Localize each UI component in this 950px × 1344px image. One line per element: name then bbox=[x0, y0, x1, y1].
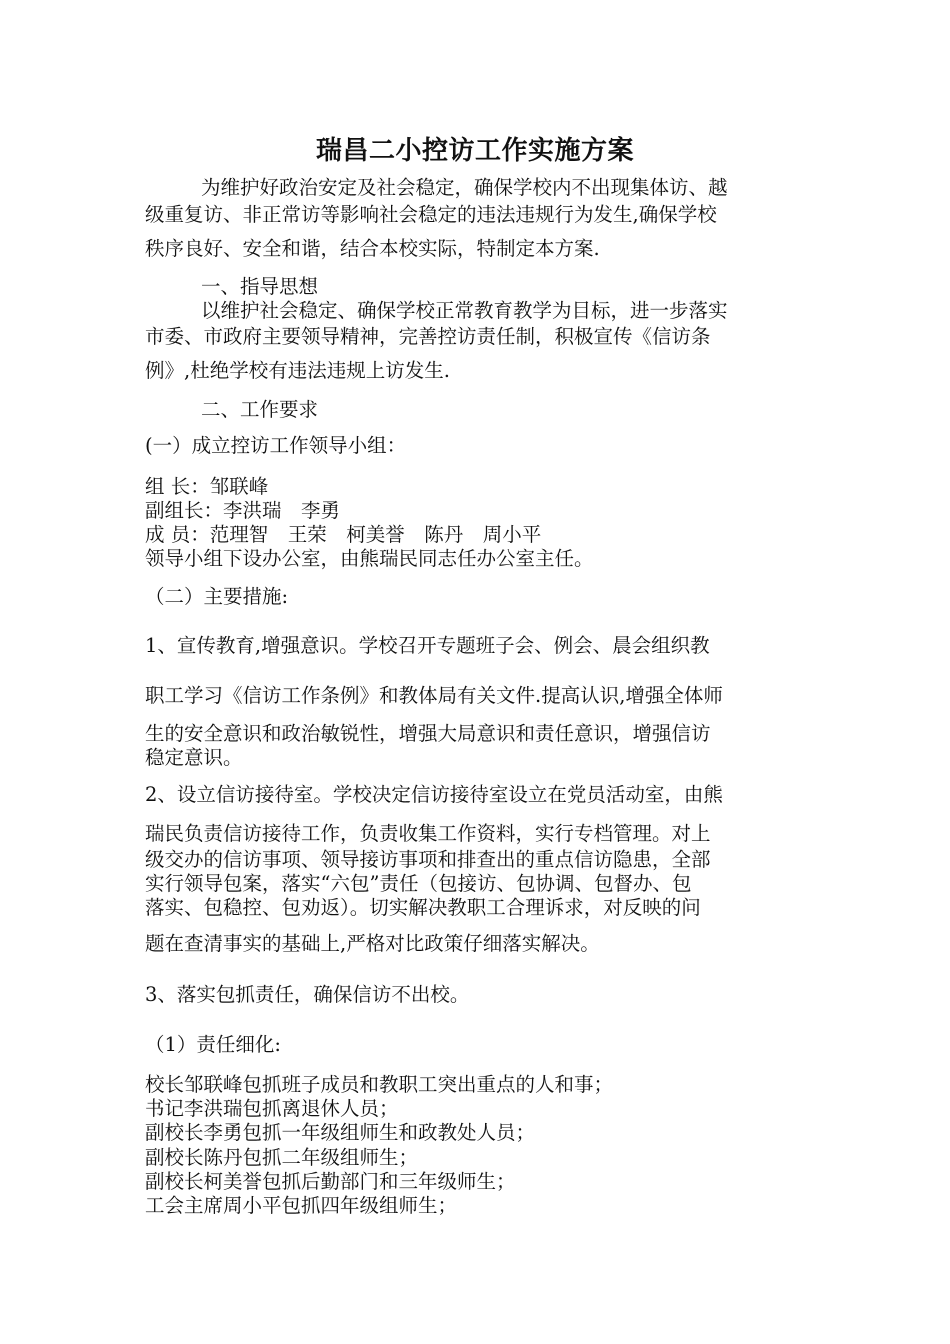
subsection-heading: (一）成立控访工作领导小组： bbox=[145, 434, 407, 457]
paragraph-line: 瑞民负责信访接待工作，负责收集工作资料，实行专档管理。对上 bbox=[145, 822, 711, 845]
list-item: 副组长：李洪瑞 李勇 bbox=[145, 499, 341, 522]
subsection-heading: （1）责任细化: bbox=[145, 1033, 281, 1056]
paragraph-line: 领导小组下设办公室，由熊瑞民同志任办公室主任。 bbox=[145, 547, 594, 570]
paragraph-line: 2、设立信访接待室。学校决定信访接待室设立在党员活动室，由熊 bbox=[145, 783, 723, 806]
paragraph-line: 市委、市政府主要领导精神，完善控访责任制，积极宣传《信访条 bbox=[145, 325, 711, 348]
paragraph-line: 秩序良好、安全和谐，结合本校实际，特制定本方案. bbox=[145, 237, 600, 260]
list-item: 副校长陈丹包抓二年级组师生； bbox=[145, 1146, 419, 1169]
paragraph-line: 落实、包稳控、包劝返）。切实解决教职工合理诉求，对反映的问 bbox=[145, 896, 701, 919]
list-item: 工会主席周小平包抓四年级组师生； bbox=[145, 1194, 458, 1217]
paragraph-line: 级重复访、非正常访等影响社会稳定的违法违规行为发生,确保学校 bbox=[145, 203, 717, 226]
list-item: 书记李洪瑞包抓离退休人员； bbox=[145, 1097, 399, 1120]
section-heading: 一、指导思想 bbox=[201, 275, 319, 298]
paragraph-line: 1、宣传教育,增强意识。学校召开专题班子会、例会、晨会组织教 bbox=[145, 634, 710, 657]
paragraph-line: 为维护好政治安定及社会稳定，确保学校内不出现集体访、越 bbox=[201, 176, 728, 199]
paragraph-line: 例》,杜绝学校有违法违规上访发生. bbox=[145, 359, 450, 382]
list-item: 副校长柯美誉包抓后勤部门和三年级师生； bbox=[145, 1170, 516, 1193]
paragraph-line: 题在查清事实的基础上,严格对比政策仔细落实解决。 bbox=[145, 932, 600, 955]
subsection-heading: （二）主要措施: bbox=[145, 585, 289, 608]
list-item: 校长邹联峰包抓班子成员和教职工突出重点的人和事； bbox=[145, 1073, 614, 1096]
paragraph-line: 级交办的信访事项、领导接访事项和排查出的重点信访隐患，全部 bbox=[145, 848, 711, 871]
list-item: 成 员：范理智 王荣 柯美誉 陈丹 周小平 bbox=[145, 523, 542, 546]
document-title: 瑞昌二小控访工作实施方案 bbox=[315, 136, 634, 166]
paragraph-line: 生的安全意识和政治敏锐性，增强大局意识和责任意识，增强信访 bbox=[145, 722, 711, 745]
section-heading: 二、工作要求 bbox=[201, 398, 319, 421]
paragraph-line: 以维护社会稳定、确保学校正常教育教学为目标，进一步落实 bbox=[201, 299, 728, 322]
paragraph-line: 职工学习《信访工作条例》和教体局有关文件.提高认识,增强全体师 bbox=[145, 684, 723, 707]
list-item: 副校长李勇包抓一年级组师生和政教处人员； bbox=[145, 1121, 536, 1144]
list-item: 组 长：邹联峰 bbox=[145, 475, 269, 498]
paragraph-line: 3、落实包抓责任，确保信访不出校。 bbox=[145, 983, 470, 1006]
paragraph-line: 实行领导包案，落实“六包”责任（包接访、包协调、包督办、包 bbox=[145, 872, 692, 895]
paragraph-line: 稳定意识。 bbox=[145, 746, 243, 769]
